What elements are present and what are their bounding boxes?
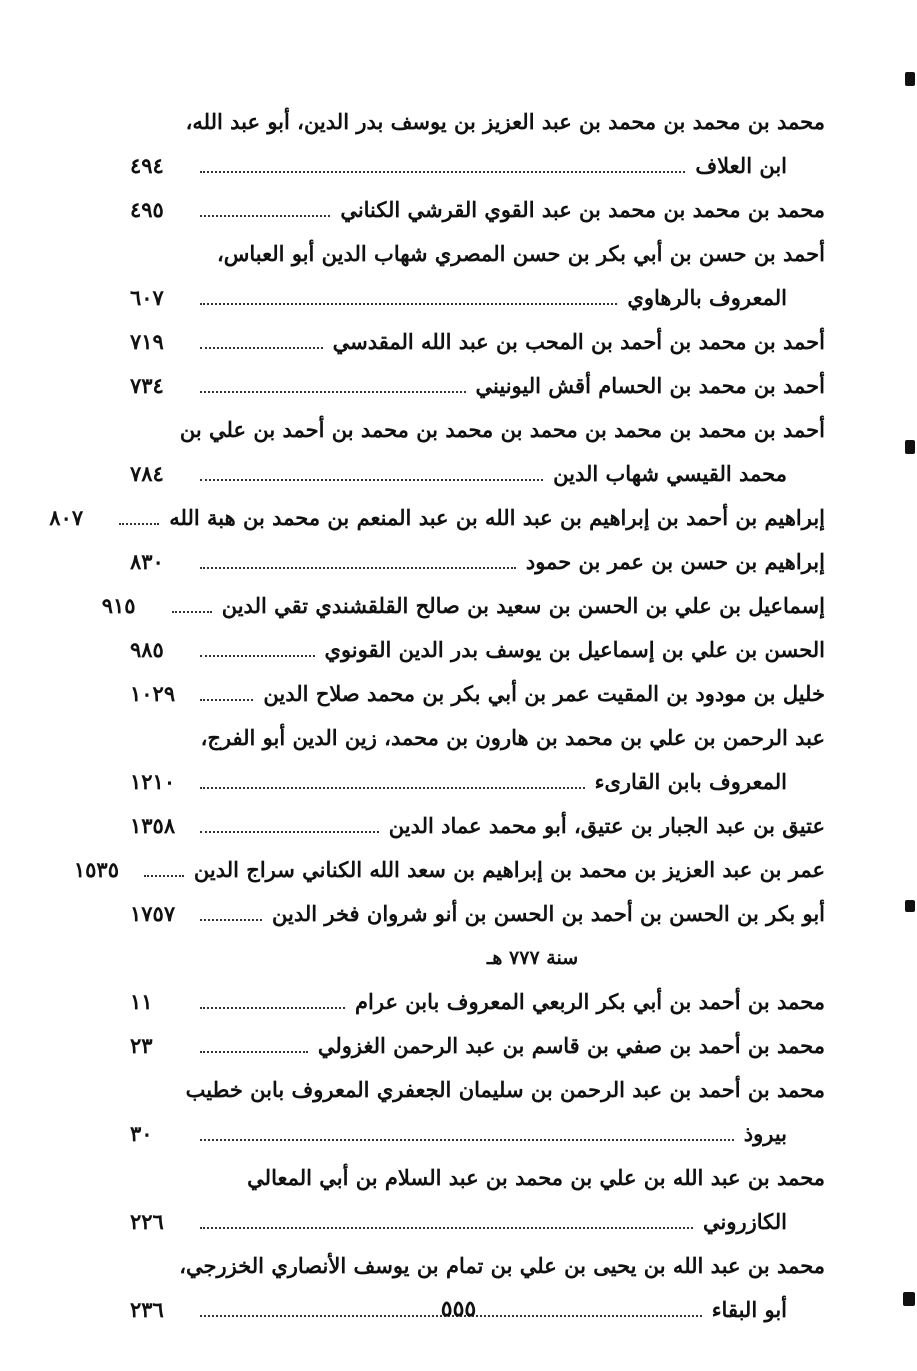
entry-line (130, 1112, 825, 1156)
dot-leader (200, 1005, 345, 1009)
page-ref: ٢٢٦ (130, 1209, 164, 1234)
entry-name: أحمد بن محمد بن محمد بن محمد بن محمد بن محمد بن أحمد بن علي بن (179, 417, 825, 442)
dot-leader (200, 301, 617, 305)
dot-leader (200, 653, 315, 657)
page-ref: ٧١٩ (130, 329, 164, 354)
entry-name: محمد بن أحمد بن عبد الرحمن بن سليمان الجعفري المعروف بابن خطيب (185, 1077, 825, 1102)
entry-line (130, 452, 825, 496)
dot-leader (200, 477, 543, 481)
page-ref: ١٧٥٧ (130, 901, 176, 926)
page-ref: ١٢١٠ (130, 769, 176, 794)
index-entry (130, 232, 825, 320)
scan-mark (905, 72, 915, 86)
entry-line (130, 1156, 825, 1200)
index-entry (130, 1156, 825, 1244)
page-ref: ١١ (130, 989, 153, 1014)
entry-line (130, 760, 825, 804)
dot-leader (200, 213, 330, 217)
page-ref: ١٥٣٥ (73, 857, 119, 882)
dot-leader (200, 1225, 693, 1229)
entry-name: أحمد بن محمد بن أحمد بن المحب بن عبد الله المقدسي (332, 329, 825, 354)
index-entry (130, 188, 825, 232)
index-entry (130, 320, 825, 364)
entry-line (130, 672, 825, 716)
entry-line (130, 100, 825, 144)
page-ref: ١٠٢٩ (130, 681, 176, 706)
page-ref: ٢٣ (130, 1033, 153, 1058)
entry-line (130, 276, 825, 320)
entry-name: إسماعيل بن علي بن الحسن بن سعيد بن صالح القلقشندي تقي الدين (221, 593, 825, 618)
year-heading: سنة ٧٧٧ هـ (486, 947, 579, 969)
page-ref: ٩٨٥ (130, 637, 164, 662)
dot-leader (200, 345, 323, 349)
entry-name: المعروف بالرهاوي (627, 285, 787, 310)
entry-name: محمد بن محمد بن محمد بن عبد العزيز بن يوسف بدر الدين، أبو عبد الله، (185, 109, 825, 134)
index-entry (130, 364, 825, 408)
entry-name: عتيق بن عبد الجبار بن عتيق، أبو محمد عماد الدين (388, 813, 825, 838)
index-entry (130, 980, 825, 1024)
entry-name: محمد بن عبد الله بن يحيى بن علي بن تمام بن يوسف الأنصاري الخزرجي، (179, 1253, 825, 1278)
entry-name: محمد بن عبد الله بن علي بن محمد بن عبد السلام بن أبي المعالي (247, 1165, 825, 1190)
index-entry (130, 716, 825, 804)
entry-name: أحمد بن محمد بن الحسام أقش اليونيني (475, 373, 825, 398)
entry-name: أبو البقاء (711, 1297, 787, 1322)
entry-line (130, 1024, 825, 1068)
page-ref: ٣٠ (130, 1121, 153, 1146)
dot-leader (200, 1049, 308, 1053)
dot-leader (200, 697, 253, 701)
index-entry (49, 496, 825, 540)
index-entry (130, 540, 825, 584)
entry-name: الكازروني (703, 1209, 787, 1234)
page-number: ٥٥٥ (440, 1296, 477, 1322)
entry-name: محمد القيسي شهاب الدين (553, 461, 787, 486)
entry-line (130, 364, 825, 408)
page-ref: ٧٣٤ (130, 373, 164, 398)
dot-leader (200, 565, 516, 569)
entry-name: إبراهيم بن أحمد بن إبراهيم بن عبد الله بن عبد المنعم بن محمد بن هبة الله (169, 505, 825, 530)
dot-leader (144, 873, 184, 877)
index-entry (130, 1024, 825, 1068)
page-ref: ٤٩٥ (130, 197, 164, 222)
index-entry (101, 584, 825, 628)
entry-name: محمد بن محمد بن محمد بن عبد القوي القرشي الكناني (340, 197, 825, 222)
entry-line (130, 628, 825, 672)
entry-line (130, 540, 825, 584)
entry-line (130, 980, 825, 1024)
scan-mark (905, 900, 915, 912)
page-ref: ٤٩٤ (130, 153, 164, 178)
entry-name: بيروذ (743, 1121, 787, 1146)
entry-line (130, 1200, 825, 1244)
index-entry (130, 1068, 825, 1156)
entry-name: الحسن بن علي بن إسماعيل بن يوسف بدر الدين القونوي (324, 637, 825, 662)
entry-name: عبد الرحمن بن علي بن محمد بن هارون بن محمد، زين الدين أبو الفرج، (200, 725, 825, 750)
page-ref: ٦٠٧ (130, 285, 164, 310)
dot-leader (200, 389, 466, 393)
scan-mark (905, 440, 915, 454)
dot-leader (200, 829, 379, 833)
dot-leader (200, 917, 262, 921)
page-ref: ٩١٥ (101, 593, 136, 618)
index-entry (130, 628, 825, 672)
page-ref: ٨٣٠ (130, 549, 164, 574)
entry-name: أبو بكر بن الحسن بن أحمد بن الحسن بن أنو شروان فخر الدين (272, 901, 825, 926)
entry-line (73, 848, 825, 892)
entry-line (130, 716, 825, 760)
entry-name: أحمد بن حسن بن أبي بكر بن حسن المصري شهاب الدين أبو العباس، (217, 241, 825, 266)
entry-line (130, 188, 825, 232)
entry-name: المعروف بابن القارىء (594, 769, 787, 794)
index-entry (130, 892, 825, 936)
entry-line (130, 1068, 825, 1112)
entry-line (130, 1244, 825, 1288)
dot-leader (200, 169, 685, 173)
entry-line (130, 408, 825, 452)
entry-line (101, 584, 825, 628)
page-ref: ٧٨٤ (130, 461, 164, 486)
index-entry (130, 100, 825, 188)
entry-name: محمد بن أحمد بن صفي بن قاسم بن عبد الرحمن الغزولي (317, 1033, 825, 1058)
page-ref: ٢٣٦ (130, 1297, 164, 1322)
index-entries (49, 100, 825, 1332)
entry-name: محمد بن أحمد بن أبي بكر الربعي المعروف بابن عرام (355, 989, 825, 1014)
entry-line (130, 232, 825, 276)
entry-name: إبراهيم بن حسن بن عمر بن حمود (525, 549, 825, 574)
entry-line (130, 144, 825, 188)
entry-line (130, 320, 825, 364)
index-entry (130, 804, 825, 848)
dot-leader (200, 785, 585, 789)
index-entry (130, 408, 825, 496)
entry-line (130, 804, 825, 848)
entry-name: عمر بن عبد العزيز بن محمد بن إبراهيم بن سعد الله الكناني سراج الدين (193, 857, 825, 882)
dot-leader (200, 1137, 734, 1141)
page-ref: ٨٠٧ (49, 505, 84, 530)
entry-name: خليل بن مودود بن المقيت عمر بن أبي بكر بن محمد صلاح الدين (263, 681, 825, 706)
entry-name: ابن العلاف (695, 153, 787, 178)
entry-line (49, 496, 825, 540)
entry-line (130, 892, 825, 936)
page-ref: ١٣٥٨ (130, 813, 176, 838)
dot-leader (172, 609, 212, 613)
dot-leader (119, 521, 159, 525)
index-entry (130, 672, 825, 716)
index-entry (73, 848, 825, 892)
